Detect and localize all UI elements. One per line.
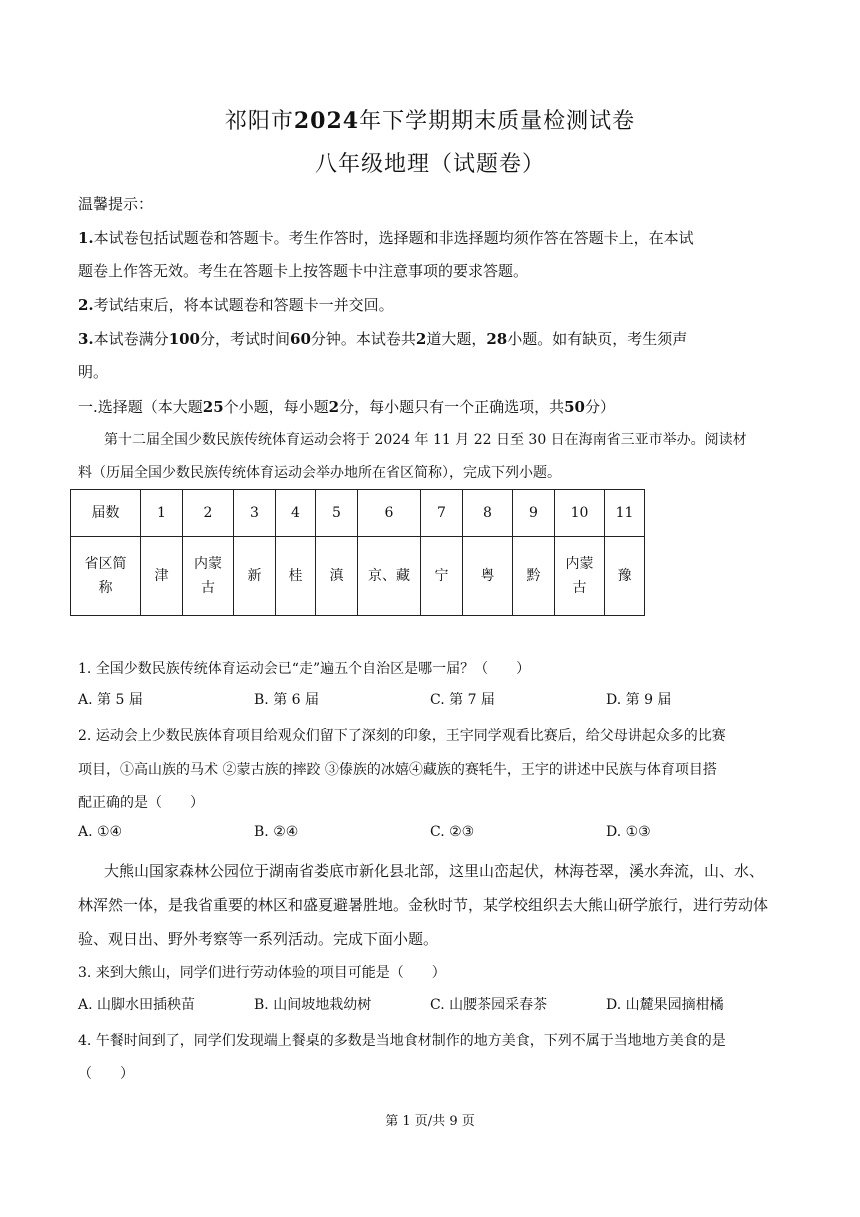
passage-2-line-3: 验、观日出、野外考察等一系列活动。完成下面小题。 [78, 930, 439, 948]
exam-title: 祁阳市2024年下学期期末质量检测试卷 [224, 108, 636, 134]
table-cell: 9 [513, 490, 555, 537]
notice-item-1: 1.本试卷包括试题卷和答题卡。考生作答时，选择题和非选择题均须作答在答题卡上，在本试 [78, 229, 694, 247]
notice-item-1-cont: 题卷上作答无效。考生在答题卡上按答题卡中注意事项的要求答题。 [78, 262, 529, 280]
table-row [71, 537, 645, 616]
table-cell: 10 [555, 490, 605, 537]
notice-item-3: 3.本试卷满分100分，考试时间60分钟。本试卷共2道大题，28小题。如有缺页，考生须声 [78, 330, 688, 348]
table-cell: 内蒙古 [555, 537, 605, 616]
table-cell: 新 [234, 537, 276, 616]
question-3-option-d: D. 山麓果园摘柑橘 [606, 997, 724, 1013]
question-4-line-2: （ ） [78, 1066, 134, 1082]
host-province-table [70, 489, 645, 616]
table-cell: 3 [234, 490, 276, 537]
table-cell: 滇 [316, 537, 358, 616]
table-cell: 2 [183, 490, 234, 537]
table-row [71, 490, 645, 537]
question-3-option-b: B. 山间坡地栽幼树 [254, 997, 372, 1013]
table-cell: 粤 [463, 537, 513, 616]
table-cell: 桂 [276, 537, 316, 616]
table-cell: 豫 [605, 537, 645, 616]
question-1-option-a: A. 第 5 届 [78, 692, 143, 708]
question-3-stem: 3. 来到大熊山，同学们进行劳动体验的项目可能是（ ） [78, 965, 446, 981]
question-2-option-b: B. ②④ [254, 824, 299, 840]
table-cell: 黔 [513, 537, 555, 616]
question-1-option-c: C. 第 7 届 [430, 692, 495, 708]
question-2-line-1: 2. 运动会上少数民族体育项目给观众们留下了深刻的印象，王宇同学观看比赛后，给父母讲起众多的比赛 [78, 728, 726, 744]
question-1-stem: 1. 全国少数民族传统体育运动会已“走”遍五个自治区是哪一届？（ ） [78, 661, 531, 677]
question-2-line-2: 项目，①高山族的马术 ②蒙古族的摔跤 ③傣族的冰嬉④藏族的赛牦牛，王宇的讲述中民族与体育项目搭 [78, 762, 717, 778]
passage-1-line-2: 料（历届全国少数民族传统体育运动会举办地所在省区简称），完成下列小题。 [78, 465, 561, 481]
notice-item-2: 2.考试结束后，将本试题卷和答题卡一并交回。 [78, 296, 394, 314]
table-cell: 内蒙古 [183, 537, 234, 616]
question-4-line-1: 4. 午餐时间到了，同学们发现端上餐桌的多数是当地食材制作的地方美食，下列不属于当地地方美食的是 [78, 1033, 726, 1049]
table-cell: 宁 [421, 537, 463, 616]
question-2-line-3: 配正确的是（ ） [78, 795, 204, 811]
passage-2-line-2: 林浑然一体，是我省重要的林区和盛夏避暑胜地。金秋时节，某学校组织去大熊山研学旅行，进行劳动体 [78, 896, 769, 914]
table-cell: 京、藏 [358, 537, 421, 616]
table-cell: 5 [316, 490, 358, 537]
table-cell: 6 [358, 490, 421, 537]
exam-subtitle: 八年级地理（试题卷） [314, 152, 545, 177]
notice-item-3-cont: 明。 [78, 363, 109, 381]
question-3-option-c: C. 山腰茶园采春茶 [430, 997, 548, 1013]
question-2-option-d: D. ①③ [606, 824, 651, 840]
table-cell: 11 [605, 490, 645, 537]
table-cell: 7 [421, 490, 463, 537]
table-cell: 省区简称 [71, 537, 141, 616]
passage-1-line-1: 第十二届全国少数民族传统体育运动会将于 2024 年 11 月 22 日至 30 日在海南省三亚市举办。阅读材 [104, 432, 747, 448]
question-1-option-d: D. 第 9 届 [606, 692, 672, 708]
table-cell: 1 [141, 490, 183, 537]
table-cell: 4 [276, 490, 316, 537]
table-cell: 8 [463, 490, 513, 537]
passage-2-line-1: 大熊山国家森林公园位于湖南省娄底市新化县北部，这里山峦起伏，林海苍翠，溪水奔流，山、水、 [104, 862, 765, 880]
question-3-option-a: A. 山脚水田插秧苗 [78, 997, 196, 1013]
notice-heading: 温馨提示： [78, 195, 154, 213]
table-cell: 届数 [71, 490, 141, 537]
question-2-option-c: C. ②③ [430, 824, 475, 840]
section-heading: 一.选择题（本大题25个小题，每小题2分，每小题只有一个正确选项，共50分） [78, 398, 616, 416]
table-cell: 津 [141, 537, 183, 616]
page-footer: 第 1 页/共 9 页 [385, 1114, 475, 1129]
question-1-option-b: B. 第 6 届 [254, 692, 319, 708]
question-2-option-a: A. ①④ [78, 824, 123, 840]
